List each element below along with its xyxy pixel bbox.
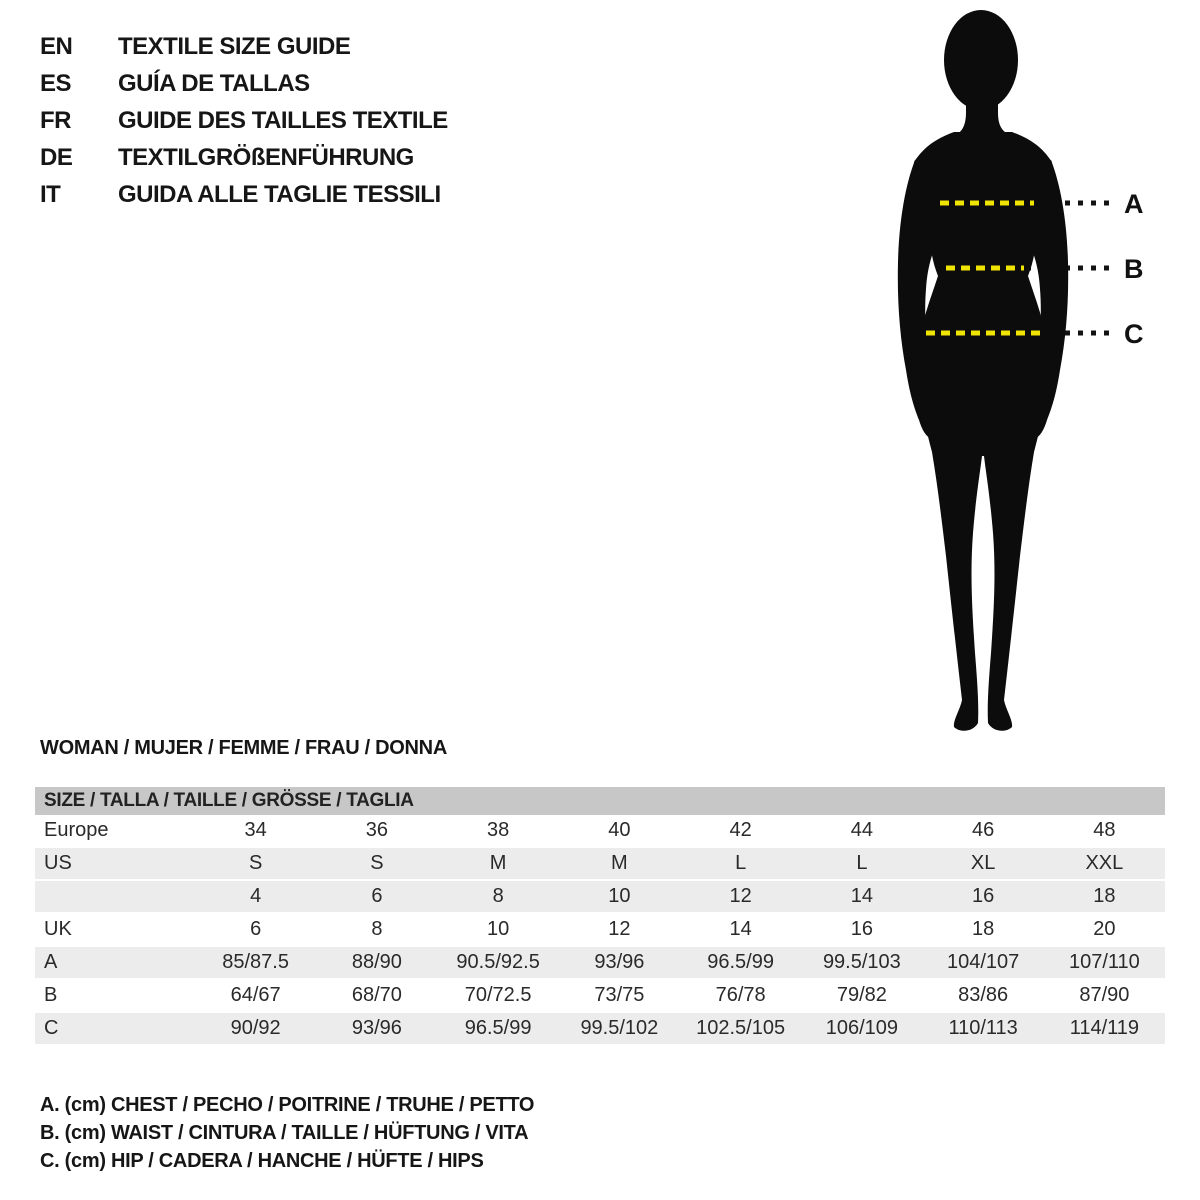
table-row-us-letters — [35, 848, 1165, 881]
size-cell: 90.5/92.5 — [456, 951, 540, 973]
size-cell: 36 — [365, 819, 388, 841]
size-cell: 6 — [250, 918, 262, 940]
size-cell: 16 — [850, 918, 873, 940]
language-title: GUIDA ALLE TAGLIE TESSILI — [118, 180, 441, 208]
table-row-hip-c — [35, 1013, 1165, 1046]
language-title-list — [40, 28, 448, 213]
size-cell: 44 — [850, 819, 873, 841]
size-cell: 42 — [729, 819, 752, 841]
language-row — [40, 28, 448, 65]
size-cell: L — [856, 852, 868, 874]
language-row — [40, 176, 448, 213]
size-cell: 104/107 — [946, 951, 1020, 973]
size-cell: 16 — [972, 885, 995, 907]
size-cell: 20 — [1093, 918, 1116, 940]
gender-heading: WOMAN / MUJER / FEMME / FRAU / DONNA — [40, 737, 447, 759]
language-row — [40, 65, 448, 102]
size-cell: 46 — [972, 819, 995, 841]
size-cell: L — [735, 852, 747, 874]
size-cell: 88/90 — [351, 951, 402, 973]
size-cell: 68/70 — [351, 984, 402, 1006]
size-cell: 14 — [729, 918, 752, 940]
size-cell: 93/96 — [594, 951, 645, 973]
row-label: B — [44, 984, 58, 1006]
size-table-header: SIZE / TALLA / TAILLE / GRÖSSE / TAGLIA — [35, 787, 1165, 815]
row-label: A — [44, 951, 58, 973]
size-cell: 8 — [492, 885, 504, 907]
size-cell: 102.5/105 — [696, 1017, 786, 1039]
size-cell: 76/78 — [715, 984, 766, 1006]
woman-silhouette-svg — [878, 8, 1158, 740]
size-cell: 6 — [371, 885, 383, 907]
language-row — [40, 139, 448, 176]
row-label: Europe — [44, 819, 109, 841]
note-hip: C. (cm) HIP / CADERA / HANCHE / HÜFTE / HIPS — [40, 1150, 484, 1172]
measurement-figure — [878, 8, 1158, 740]
size-cell: 18 — [972, 918, 995, 940]
size-cell: 99.5/103 — [822, 951, 901, 973]
size-cell: XXL — [1085, 852, 1124, 874]
language-code: FR — [40, 106, 71, 134]
size-cell: 99.5/102 — [580, 1017, 659, 1039]
size-cell: 10 — [608, 885, 631, 907]
language-code: ES — [40, 69, 72, 97]
size-cell: 85/87.5 — [222, 951, 289, 973]
table-row-uk — [35, 914, 1165, 947]
size-cell: S — [248, 852, 263, 874]
size-cell: 73/75 — [594, 984, 645, 1006]
size-cell: 40 — [608, 819, 631, 841]
row-label: UK — [44, 918, 72, 940]
size-cell: 48 — [1093, 819, 1116, 841]
size-cell: 83/86 — [958, 984, 1009, 1006]
marker-label-c: C — [1124, 319, 1144, 349]
row-label: C — [44, 1017, 59, 1039]
language-title: TEXTILGRÖßENFÜHRUNG — [118, 143, 414, 171]
language-code: DE — [40, 143, 73, 171]
size-cell: 14 — [850, 885, 873, 907]
note-waist: B. (cm) WAIST / CINTURA / TAILLE / HÜFTUNG / VITA — [40, 1122, 529, 1144]
language-title: GUIDE DES TAILLES TEXTILE — [118, 106, 448, 134]
size-cell: 4 — [250, 885, 262, 907]
language-code: IT — [40, 180, 61, 208]
marker-label-a: A — [1124, 189, 1144, 219]
size-cell: 8 — [371, 918, 383, 940]
size-cell: 106/109 — [825, 1017, 899, 1039]
size-cell: XL — [970, 852, 996, 874]
size-cell: M — [489, 852, 507, 874]
note-chest: A. (cm) CHEST / PECHO / POITRINE / TRUHE / PETTO — [40, 1094, 535, 1116]
size-cell: 90/92 — [230, 1017, 281, 1039]
size-cell: 38 — [487, 819, 510, 841]
size-cell: 107/110 — [1068, 951, 1140, 973]
size-table — [35, 787, 1165, 1046]
language-code: EN — [40, 32, 73, 60]
language-title: GUÍA DE TALLAS — [118, 69, 310, 97]
size-cell: 96.5/99 — [464, 1017, 532, 1039]
measurement-notes — [40, 1094, 534, 1178]
size-cell: 34 — [244, 819, 267, 841]
size-cell: S — [370, 852, 384, 874]
size-cell: 114/119 — [1069, 1017, 1140, 1039]
size-cell: M — [611, 852, 628, 874]
marker-label-b: B — [1124, 254, 1144, 284]
language-title: TEXTILE SIZE GUIDE — [118, 32, 351, 60]
row-label: US — [44, 852, 72, 874]
table-row-us-numbers — [35, 881, 1165, 914]
size-cell: 12 — [608, 918, 631, 940]
size-cell: 70/72.5 — [464, 984, 532, 1006]
size-cell: 96.5/99 — [707, 951, 774, 973]
size-cell: 64/67 — [230, 984, 281, 1006]
table-row-europe — [35, 815, 1165, 848]
size-cell: 79/82 — [836, 984, 887, 1006]
language-row — [40, 102, 448, 139]
size-cell: 110/113 — [948, 1017, 1018, 1039]
size-cell: 93/96 — [351, 1017, 402, 1039]
size-cell: 12 — [729, 885, 752, 907]
table-row-chest-a — [35, 947, 1165, 980]
size-cell: 10 — [487, 918, 510, 940]
size-cell: 87/90 — [1079, 984, 1130, 1006]
size-cell: 18 — [1093, 885, 1116, 907]
table-row-waist-b — [35, 980, 1165, 1013]
